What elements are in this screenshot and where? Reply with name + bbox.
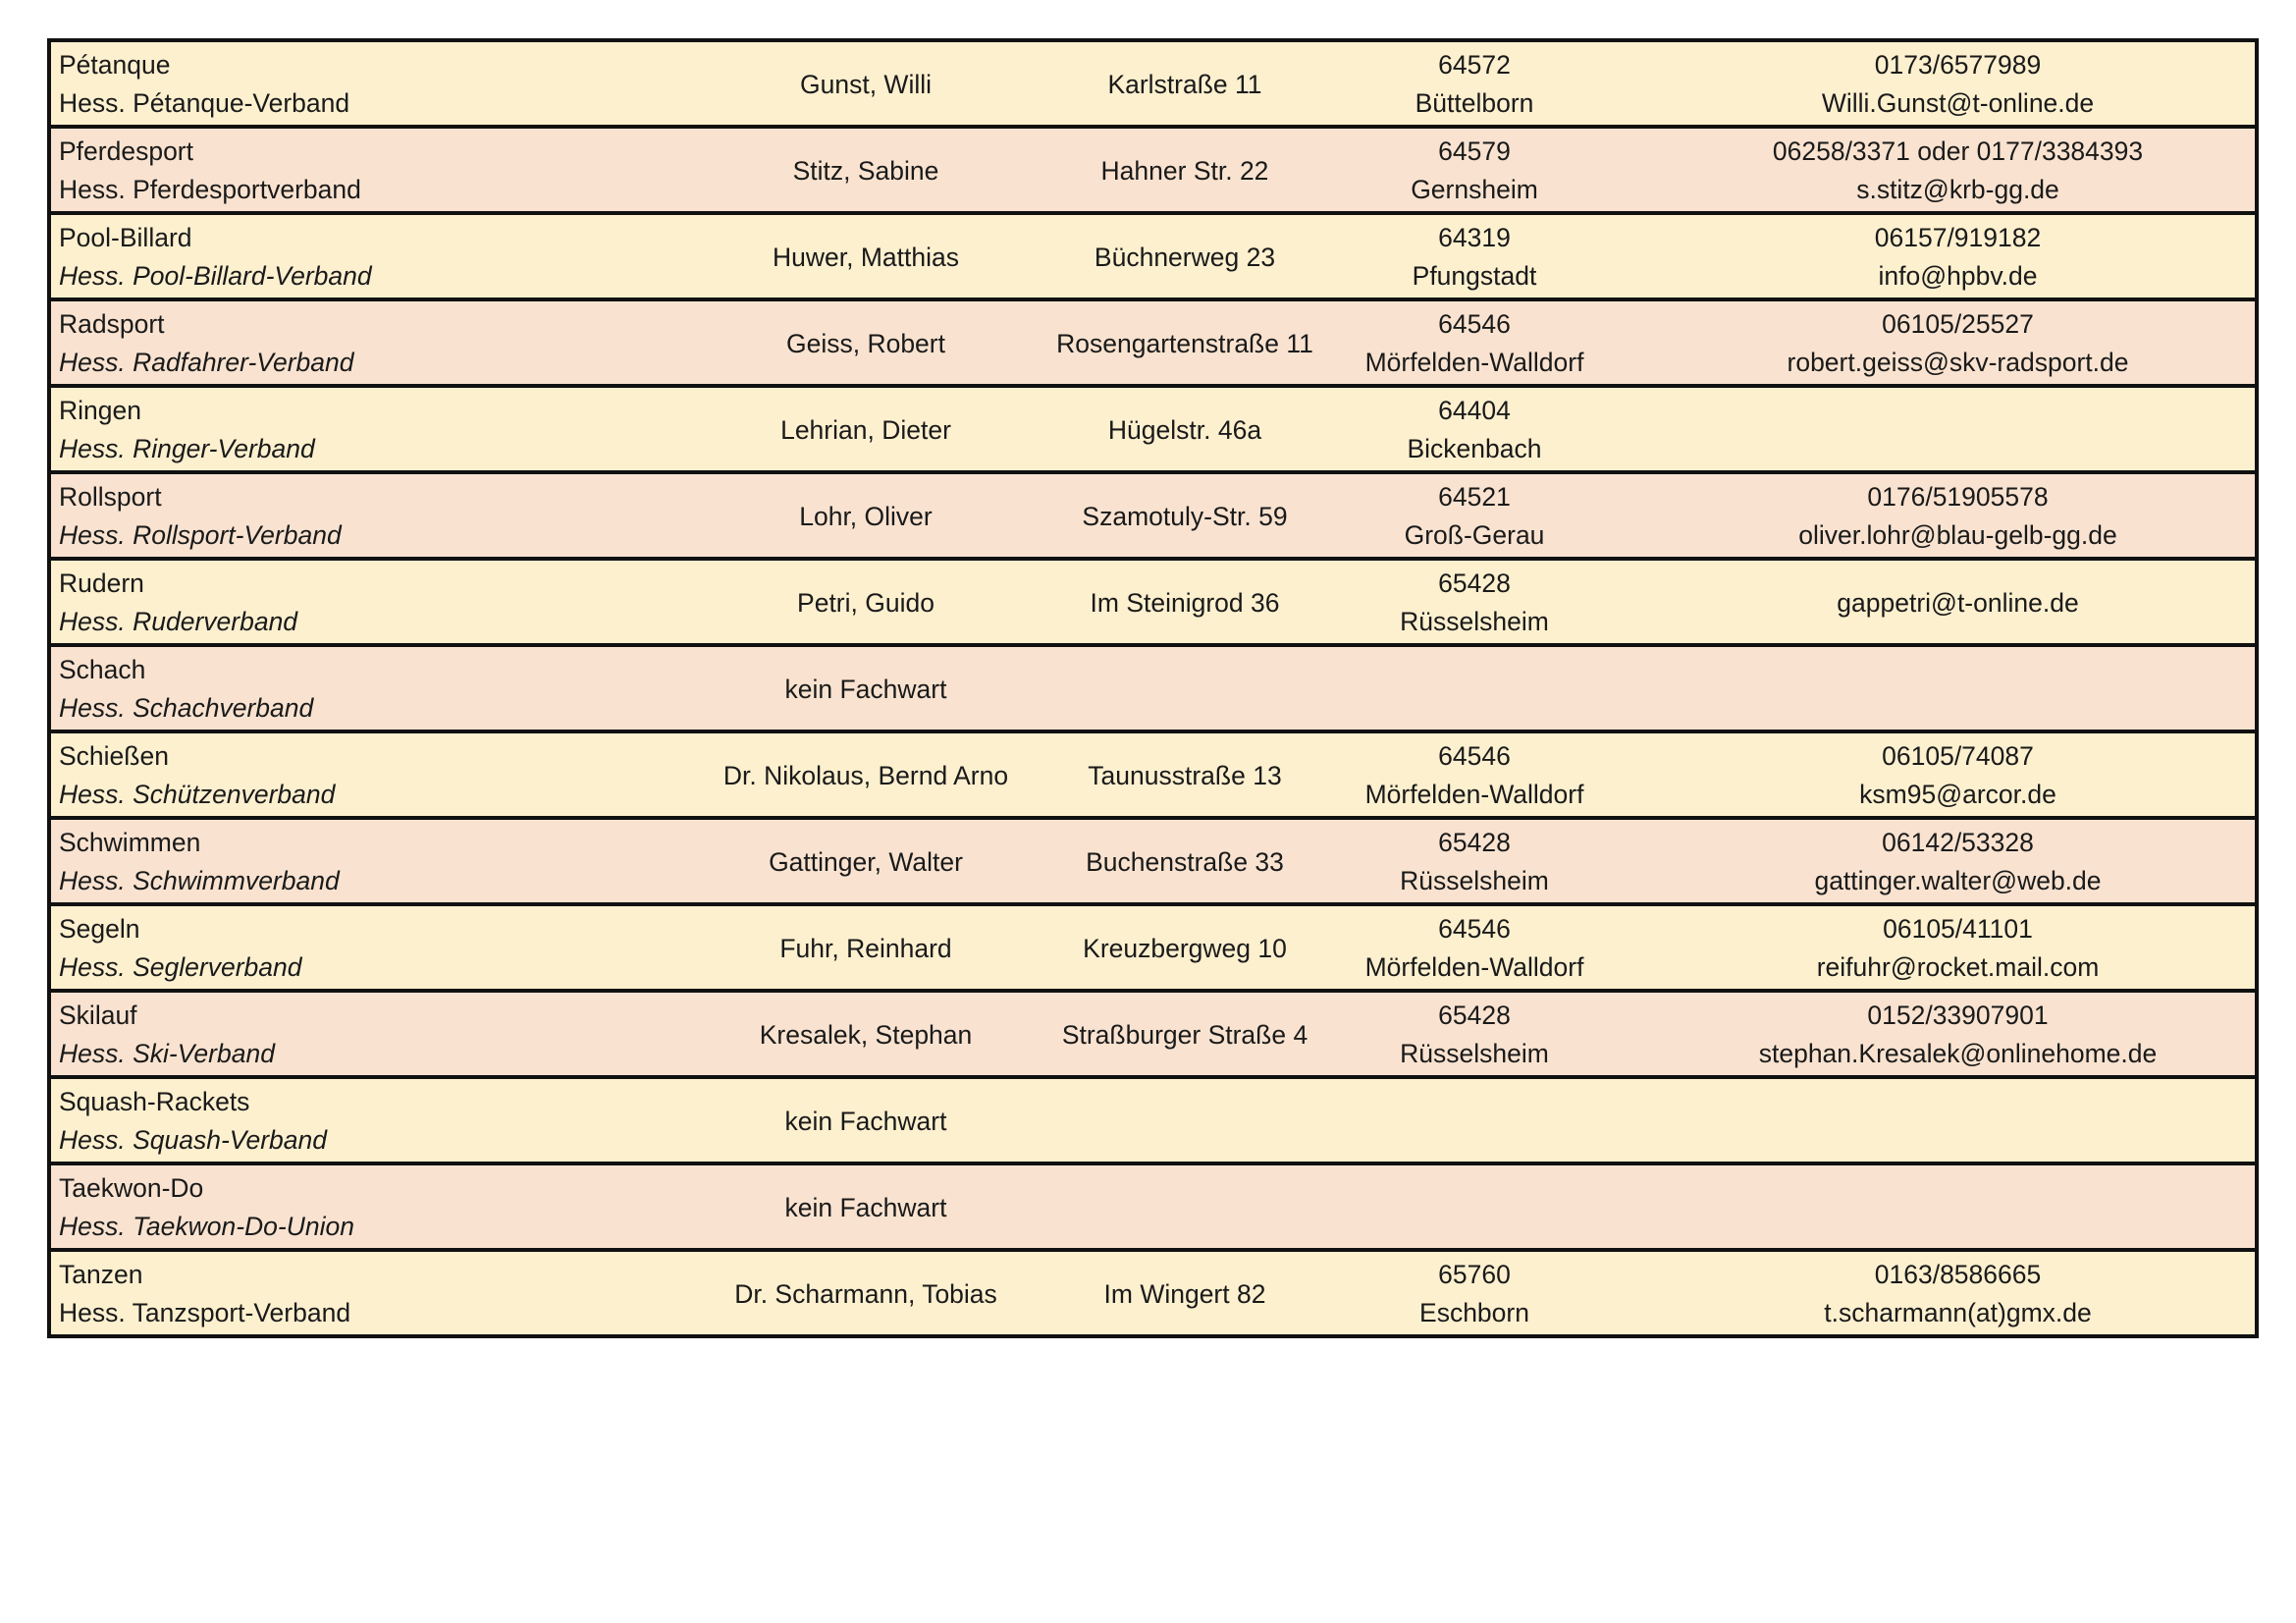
city-cell (1288, 474, 1661, 557)
email-address: gappetri@t-online.de (1837, 587, 2079, 618)
street-address: Karlstraße 11 (1107, 69, 1262, 99)
street-address: Im Wingert 82 (1103, 1278, 1266, 1309)
city-name: Eschborn (1419, 1298, 1529, 1327)
city-cell (1288, 1165, 1661, 1248)
contact-cell (1661, 993, 2255, 1075)
street-cell (1082, 129, 1288, 211)
sport-name: Skilauf (59, 1001, 137, 1030)
city-name: Rüsselsheim (1400, 1039, 1549, 1068)
contact-person (650, 388, 1082, 470)
table-row (51, 301, 2255, 388)
federation-name: Hess. Schwimmverband (59, 866, 340, 895)
email-address (1661, 1208, 2255, 1246)
street-cell (1082, 474, 1288, 557)
street-address: Hahner Str. 22 (1100, 155, 1269, 186)
contact-cell (1661, 301, 2255, 384)
table-row (51, 42, 2255, 129)
zip-code (1288, 1083, 1661, 1121)
contact-person-name: Lehrian, Dieter (780, 414, 951, 445)
sport-name: Rollsport (59, 482, 162, 512)
street-cell (1082, 561, 1288, 643)
sport-name: Rudern (59, 568, 144, 598)
federation-name: Hess. Rollsport-Verband (59, 520, 342, 550)
city-name: Gernsheim (1411, 175, 1538, 204)
contact-person (650, 1165, 1082, 1248)
zip-code (1288, 1169, 1661, 1208)
city-name: Pfungstadt (1412, 261, 1537, 291)
zip-code: 64546 (1438, 914, 1511, 944)
city-name (1288, 1208, 1661, 1246)
sport-name: Squash-Rackets (59, 1087, 250, 1116)
contact-person-name: Dr. Nikolaus, Bernd Arno (722, 760, 1009, 790)
sport-cell (51, 1165, 650, 1248)
phone-number (1661, 1083, 2255, 1121)
email-address: robert.geiss@skv-radsport.de (1787, 348, 2129, 377)
email-address: ksm95@arcor.de (1859, 780, 2056, 809)
federation-name: Hess. Squash-Verband (59, 1125, 328, 1155)
street-address: Straßburger Straße 4 (1061, 1019, 1308, 1050)
city-cell (1288, 993, 1661, 1075)
contact-person-name: kein Fachwart (784, 1192, 947, 1222)
contact-person-name: Fuhr, Reinhard (779, 933, 952, 963)
table-row (51, 1252, 2255, 1338)
street-cell (1082, 733, 1288, 816)
contact-person-name: Kresalek, Stephan (759, 1019, 973, 1050)
contact-person-name: Huwer, Matthias (773, 242, 959, 272)
zip-code: 64546 (1438, 309, 1511, 339)
contact-person-name: kein Fachwart (784, 1106, 947, 1136)
sport-cell (51, 820, 650, 902)
street-cell (1082, 1079, 1288, 1162)
sport-name: Segeln (59, 914, 140, 944)
email-address: Willi.Gunst@t-online.de (1821, 88, 2095, 118)
street-cell (1082, 647, 1288, 730)
table-row (51, 474, 2255, 561)
contact-person-name: Petri, Guido (797, 587, 934, 618)
contact-person (650, 993, 1082, 1075)
city-name: Groß-Gerau (1404, 520, 1545, 550)
contact-person (650, 1079, 1082, 1162)
federation-name: Hess. Schützenverband (59, 780, 336, 809)
contact-cell (1661, 733, 2255, 816)
contact-cell (1661, 474, 2255, 557)
contact-person (650, 129, 1082, 211)
email-address: s.stitz@krb-gg.de (1856, 175, 2059, 204)
street-address: Kreuzbergweg 10 (1083, 933, 1287, 963)
federation-name: Hess. Seglerverband (59, 952, 302, 982)
federation-name: Hess. Tanzsport-Verband (59, 1298, 351, 1327)
sport-name: Pool-Billard (59, 223, 192, 252)
email-address (1661, 689, 2255, 728)
street-cell (1056, 301, 1313, 384)
city-name: Bickenbach (1407, 434, 1542, 463)
sport-name: Pétanque (59, 50, 171, 80)
contact-person (650, 1252, 1082, 1334)
sport-cell (51, 647, 650, 730)
sport-name: Tanzen (59, 1260, 143, 1289)
zip-code: 64579 (1438, 136, 1511, 166)
sport-name: Pferdesport (59, 136, 193, 166)
sport-cell (51, 301, 650, 384)
sport-name: Ringen (59, 396, 141, 425)
street-address: Taunusstraße 13 (1088, 760, 1282, 790)
contact-person (650, 474, 1082, 557)
sport-name: Schießen (59, 741, 169, 771)
phone-number: 0163/8586665 (1874, 1260, 2042, 1289)
phone-number (1661, 1169, 2255, 1208)
street-address: Hügelstr. 46a (1107, 414, 1262, 445)
email-address (1661, 430, 2255, 468)
sport-cell (51, 561, 650, 643)
contact-person (650, 42, 1082, 125)
city-name: Mörfelden-Walldorf (1364, 952, 1584, 982)
city-name: Mörfelden-Walldorf (1364, 348, 1584, 377)
street-cell (1082, 1252, 1288, 1334)
phone-number: 0173/6577989 (1874, 50, 2042, 80)
contact-table (47, 38, 2259, 1338)
street-cell (1082, 1165, 1288, 1248)
phone-number: 0152/33907901 (1867, 1001, 2049, 1030)
zip-code: 64319 (1438, 223, 1511, 252)
street-address: Rosengartenstraße 11 (1056, 328, 1313, 358)
contact-cell (1661, 1165, 2255, 1248)
contact-cell (1661, 647, 2255, 730)
federation-name: Hess. Ringer-Verband (59, 434, 315, 463)
city-cell (1288, 561, 1661, 643)
federation-name: Hess. Radfahrer-Verband (59, 348, 354, 377)
city-cell (1288, 42, 1661, 125)
contact-cell (1661, 906, 2255, 989)
city-name: Mörfelden-Walldorf (1364, 780, 1584, 809)
federation-name: Hess. Pferdesportverband (59, 175, 361, 204)
table-row (51, 1165, 2255, 1252)
phone-number: 06157/919182 (1874, 223, 2042, 252)
contact-person-name: Gattinger, Walter (769, 846, 963, 877)
phone-number (1661, 651, 2255, 689)
street-cell (1082, 820, 1288, 902)
table-row (51, 820, 2255, 906)
street-cell (1082, 215, 1288, 298)
city-cell (1288, 388, 1661, 470)
phone-number: 06105/74087 (1882, 741, 2034, 771)
city-cell (1288, 129, 1661, 211)
city-name (1288, 1121, 1661, 1160)
federation-name: Hess. Ski-Verband (59, 1039, 275, 1068)
contact-cell (1661, 1079, 2255, 1162)
contact-person (650, 820, 1082, 902)
contact-person (650, 301, 1082, 384)
city-cell (1288, 647, 1661, 730)
table-row (51, 129, 2255, 215)
contact-cell (1661, 820, 2255, 902)
city-name (1288, 689, 1661, 728)
sport-cell (51, 215, 650, 298)
contact-cell (1661, 561, 2255, 643)
federation-name: Hess. Pool-Billard-Verband (59, 261, 372, 291)
city-name: Rüsselsheim (1400, 866, 1549, 895)
sport-cell (51, 474, 650, 557)
table-row (51, 906, 2255, 993)
city-name: Büttelborn (1415, 88, 1534, 118)
contact-person (650, 647, 1082, 730)
table-row (51, 388, 2255, 474)
phone-number: 06105/41101 (1883, 914, 2033, 944)
contact-person (650, 733, 1082, 816)
table-row (51, 993, 2255, 1079)
city-cell (1288, 215, 1661, 298)
sport-cell (51, 906, 650, 989)
zip-code: 64404 (1438, 396, 1511, 425)
zip-code: 64572 (1438, 50, 1511, 80)
federation-name: Hess. Taekwon-Do-Union (59, 1212, 354, 1241)
street-cell (1082, 906, 1288, 989)
contact-person (650, 561, 1082, 643)
federation-name: Hess. Pétanque-Verband (59, 88, 350, 118)
phone-number: 06258/3371 oder 0177/3384393 (1772, 136, 2144, 166)
contact-cell (1661, 1252, 2255, 1334)
zip-code: 65760 (1438, 1260, 1511, 1289)
phone-number: 06142/53328 (1882, 828, 2034, 857)
contact-person (650, 906, 1082, 989)
contact-cell (1661, 42, 2255, 125)
sport-cell (51, 129, 650, 211)
sport-cell (51, 1079, 650, 1162)
sport-name: Taekwon-Do (59, 1173, 204, 1203)
contact-cell (1661, 129, 2255, 211)
zip-code: 65428 (1438, 1001, 1511, 1030)
contact-person (650, 215, 1082, 298)
street-address: Büchnerweg 23 (1094, 242, 1276, 272)
street-address: Szamotuly-Str. 59 (1082, 501, 1288, 531)
federation-name: Hess. Ruderverband (59, 607, 298, 636)
city-cell (1288, 1252, 1661, 1334)
phone-number (1661, 392, 2255, 430)
sport-cell (51, 42, 650, 125)
street-address: Buchenstraße 33 (1086, 846, 1284, 877)
contact-person-name: kein Fachwart (784, 674, 947, 704)
table-row (51, 733, 2255, 820)
sport-cell (51, 993, 650, 1075)
contact-cell (1661, 215, 2255, 298)
sport-cell (51, 388, 650, 470)
contact-cell (1661, 388, 2255, 470)
email-address: gattinger.walter@web.de (1814, 866, 2102, 895)
phone-number: 06105/25527 (1882, 309, 2034, 339)
street-address: Im Steinigrod 36 (1090, 587, 1280, 618)
sport-name: Schach (59, 655, 146, 684)
table-row (51, 1079, 2255, 1165)
email-address (1661, 1121, 2255, 1160)
zip-code: 64521 (1438, 482, 1511, 512)
email-address: info@hpbv.de (1878, 261, 2038, 291)
city-cell (1288, 820, 1661, 902)
contact-person-name: Geiss, Robert (785, 328, 945, 358)
zip-code: 65428 (1438, 828, 1511, 857)
email-address: stephan.Kresalek@onlinehome.de (1758, 1039, 2158, 1068)
sport-name: Schwimmen (59, 828, 201, 857)
email-address: t.scharmann(at)gmx.de (1824, 1298, 2092, 1327)
contact-person-name: Dr. Scharmann, Tobias (734, 1278, 997, 1309)
federation-name: Hess. Schachverband (59, 693, 314, 723)
street-cell (1082, 42, 1288, 125)
table-row (51, 561, 2255, 647)
city-cell (1288, 1079, 1661, 1162)
city-name: Rüsselsheim (1400, 607, 1549, 636)
email-address: reifuhr@rocket.mail.com (1816, 952, 2100, 982)
street-cell (1061, 993, 1308, 1075)
contact-person-name: Gunst, Willi (800, 69, 932, 99)
sport-cell (51, 1252, 650, 1334)
zip-code: 64546 (1438, 741, 1511, 771)
street-cell (1082, 388, 1288, 470)
sport-cell (51, 733, 650, 816)
zip-code (1288, 651, 1661, 689)
city-cell (1288, 301, 1661, 384)
zip-code: 65428 (1438, 568, 1511, 598)
table-row (51, 647, 2255, 733)
city-cell (1288, 906, 1661, 989)
phone-number: 0176/51905578 (1867, 482, 2049, 512)
contact-person-name: Lohr, Oliver (799, 501, 933, 531)
sport-name: Radsport (59, 309, 165, 339)
contact-person-name: Stitz, Sabine (792, 155, 939, 186)
table-row (51, 215, 2255, 301)
city-cell (1288, 733, 1661, 816)
email-address: oliver.lohr@blau-gelb-gg.de (1798, 520, 2117, 550)
